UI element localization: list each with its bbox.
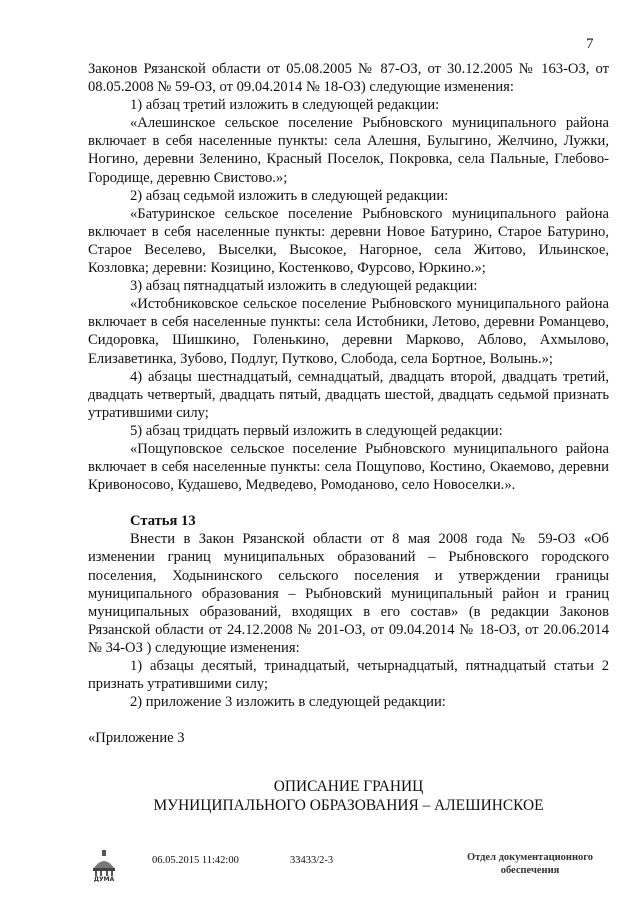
document-body	[88, 60, 609, 815]
list-item: 1) абзац третий изложить в следующей редакции:	[130, 97, 440, 114]
appendix-caption: «Приложение 3	[88, 730, 185, 747]
list-item: 3) абзац пятнадцатый изложить в следующей редакции:	[130, 278, 478, 295]
page-number: 7	[586, 36, 594, 52]
list-item: 1) абзацы десятый, тринадцатый, четырнадцатый, пятнадцатый статьи 2 признать утратившими силу;	[88, 658, 609, 693]
title-line: ОПИСАНИЕ ГРАНИЦ	[273, 778, 424, 796]
timestamp: 06.05.2015 11:42:00	[152, 855, 239, 866]
article-heading: Статья 13	[130, 513, 196, 530]
registration-number: 33433/2-3	[290, 855, 334, 866]
quoted-paragraph: «Батуринское сельское поселение Рыбновского муниципального района включает в себя населенные пункты: деревни Новое Батурино, Старое Батурино, Старое Веселево, Выселки, Высокое, Нагорное, села Житово, Ильинское, Козловка; деревни: Козицино, Костенково, Фурсово, Юркино.»;	[88, 205, 609, 277]
quoted-paragraph: «Пощуповское сельское поселение Рыбновского муниципального района включает в себя населенные пункты: села Пощупово, Костино, Окаемово, деревни Кривоносово, Кудашево, Медведево, Ромоданово, село Новоселки.».	[88, 440, 609, 494]
list-item: 2) абзац седьмой изложить в следующей редакции:	[130, 187, 449, 204]
title-line: МУНИЦИПАЛЬНОГО ОБРАЗОВАНИЯ – АЛЕШИНСКОЕ	[153, 797, 544, 815]
quoted-paragraph: «Истобниковское сельское поселение Рыбновского муниципального района включает в себя населенные пункты: села Истобники, Летово, деревни Романцево, Сидоровка, Шишкино, Голенькино, деревни Марково, Аблово, Ахмылово, Елизаветинка, Зубово, Подлуг, Путково, Слобода, села Бортное, Волынь.»;	[88, 296, 609, 367]
section-title	[88, 777, 609, 815]
department-line: обеспечения	[500, 865, 560, 876]
list-item: 4) абзацы шестнадцатый, семнадцатый, двадцать второй, двадцать третий, двадцать четвертый, двадцать пятый, двадцать шестой, двадцать седьмой признать утратившими силу;	[88, 368, 609, 421]
duma-emblem-icon	[90, 848, 118, 882]
department-line: Отдел документационного	[466, 852, 594, 863]
list-item: 2) приложение 3 изложить в следующей редакции:	[130, 694, 446, 711]
list-item: 5) абзац тридцать первый изложить в следующей редакции:	[130, 422, 503, 439]
paragraph: Внести в Закон Рязанской области от 8 мая 2008 года № 59-ОЗ «Об изменении границ муниципальных образований – Рыбновского городского поселения, Ходынинского сельского поселения и утверждении границы муниципального образования – Рыбновский муниципальный район и границ муниципальных образований, входящих в его состав» (в редакции Законов Рязанской области от 24.12.2008 № 201-ОЗ, от 09.04.2014 № 18-ОЗ, от 20.06.2014 № 34-ОЗ ) следующие изменения:	[88, 531, 609, 656]
department-stamp	[450, 851, 610, 877]
quoted-paragraph: «Алешинское сельское поселение Рыбновского муниципального района включает в себя населенные пункты: села Алешня, Булыгино, Желчино, Лужки, Ногино, деревни Зеленино, Красный Поселок, Покровка, села Пальные, Глебово-Городище, деревню Свистово.»;	[88, 115, 609, 186]
footer	[90, 848, 620, 888]
emblem-label: ДУМА	[93, 876, 115, 882]
paragraph: Законов Рязанской области от 05.08.2005 № 87-ОЗ, от 30.12.2005 № 163-ОЗ, от 08.05.2008 № 59-ОЗ, от 09.04.2014 № 18-ОЗ) следующие изменения:	[88, 61, 609, 96]
